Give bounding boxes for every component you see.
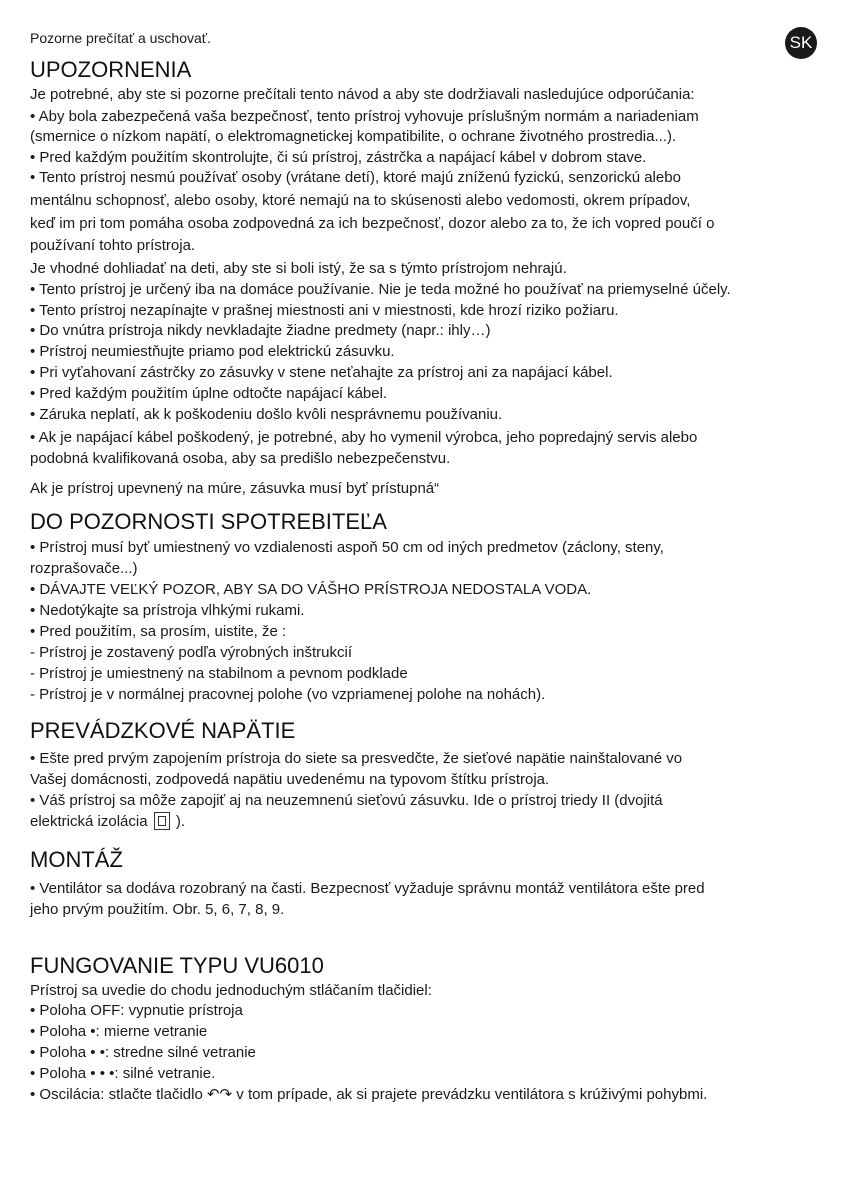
language-badge: SK xyxy=(785,27,817,59)
text-line: • Poloha • •: stredne silné vetranie xyxy=(30,1044,256,1061)
section-heading: UPOZORNENIA xyxy=(30,57,192,82)
text-line: jeho prvým použitím. Obr. 5, 6, 7, 8, 9. xyxy=(30,901,285,918)
text-line: - Prístroj je umiestnený na stabilnom a pevnom podklade xyxy=(30,665,408,682)
text-line: Ak je prístroj upevnený na múre, zásuvka musí byť prístupná“ xyxy=(30,480,440,497)
text-line: • Váš prístroj sa môže zapojiť aj na neuzemnenú sieťovú zásuvku. Ide o prístroj triedy II (dvojitá xyxy=(30,792,663,809)
text-line: • Pri vyťahovaní zástrčky zo zásuvky v stene neťahajte za prístroj ani za napájací kábel. xyxy=(30,364,613,381)
section-heading: PREVÁDZKOVÉ NAPÄTIE xyxy=(30,718,296,743)
text-line: • Aby bola zabezpečená vaša bezpečnosť, tento prístroj vyhovuje príslušným normám a nariadeniam xyxy=(30,108,699,125)
text-line: Je vhodné dohliadať na deti, aby ste si boli istý, že sa s týmto prístrojom nehrajú. xyxy=(30,260,567,277)
text-line: • Pred použitím, sa prosím, uistite, že : xyxy=(30,623,287,640)
text-line: podobná kvalifikovaná osoba, aby sa predišlo nebezpečenstvu. xyxy=(30,450,451,467)
text-line: • DÁVAJTE VEĽKÝ POZOR, ABY SA DO VÁŠHO PRÍSTROJA NEDOSTALA VODA. xyxy=(30,581,592,598)
section-heading: DO POZORNOSTI SPOTREBITEĽA xyxy=(30,509,387,534)
text-line: Je potrebné, aby ste si pozorne prečítali tento návod a aby ste dodržiavali nasledujúce odporúčania: xyxy=(30,86,695,103)
text-line: • Pred každým použitím skontrolujte, či sú prístroj, zástrčka a napájací kábel v dobrom stave. xyxy=(30,149,647,166)
section-heading: FUNGOVANIE TYPU VU6010 xyxy=(30,953,324,978)
text-line: - Prístroj je v normálnej pracovnej polohe (vo vzpriamenej polohe na nohách). xyxy=(30,686,546,703)
text-line: • Poloha • • •: silné vetranie. xyxy=(30,1065,216,1082)
text-line: • Ešte pred prvým zapojením prístroja do siete sa presvedčte, že sieťové napätie nainštalované vo xyxy=(30,750,683,767)
text-line: • Prístroj musí byť umiestnený vo vzdialenosti aspoň 50 cm od iných predmetov (záclony, steny, xyxy=(30,539,664,556)
text-line: Prístroj sa uvedie do chodu jednoduchým stláčaním tlačidiel: xyxy=(30,982,432,999)
text-line: • Do vnútra prístroja nikdy nevkladajte žiadne predmety (napr.: ihly…) xyxy=(30,322,491,339)
text-line: keď im pri tom pomáha osoba zodpovedná za ich bezpečnosť, dozor alebo za to, že ich vopred poučí o xyxy=(30,215,715,232)
text-line: • Tento prístroj nesmú používať osoby (vrátane detí), ktoré majú zníženú fyzickú, senzorickú alebo xyxy=(30,169,681,186)
class-ii-line xyxy=(30,812,185,832)
text-line: • Pred každým použitím úplne odtočte napájací kábel. xyxy=(30,385,388,402)
text-line: (smernice o nízkom napätí, o elektromagnetickej kompatibilite, o ochrane životného prostredia...). xyxy=(30,128,677,145)
text-line: Vašej domácnosti, zodpovedá napätiu uvedenému na typovom štítku prístroja. xyxy=(30,771,550,788)
intro-note: Pozorne prečítať a uschovať. xyxy=(30,30,211,46)
text-line: mentálnu schopnosť, alebo osoby, ktoré nemajú na to skúsenosti alebo vedomosti, okrem prípadov, xyxy=(30,192,691,209)
section-heading: MONTÁŽ xyxy=(30,847,123,872)
text-line: • Poloha OFF: vypnutie prístroja xyxy=(30,1002,243,1019)
text-fragment: ). xyxy=(175,813,186,830)
text-line: rozprašovače...) xyxy=(30,560,138,577)
text-line: • Tento prístroj je určený iba na domáce používanie. Nie je teda možné ho používať na priemyselné účely. xyxy=(30,281,731,298)
text-line: • Ak je napájací kábel poškodený, je potrebné, aby ho vymenil výrobca, jeho popredajný servis alebo xyxy=(30,429,698,446)
text-line: používaní tohto prístroja. xyxy=(30,237,196,254)
text-line: • Nedotýkajte sa prístroja vlhkými rukami. xyxy=(30,602,305,619)
class-ii-insulation-icon xyxy=(154,812,170,830)
text-line: • Záruka neplatí, ak k poškodeniu došlo kvôli nesprávnemu používaniu. xyxy=(30,406,503,423)
text-line: - Prístroj je zostavený podľa výrobných inštrukcií xyxy=(30,644,353,661)
text-line: • Prístroj neumiestňujte priamo pod elektrickú zásuvku. xyxy=(30,343,395,360)
text-fragment: elektrická izolácia xyxy=(30,813,148,830)
text-line: • Ventilátor sa dodáva rozobraný na časti. Bezpecnosť vyžaduje správnu montáž ventilátora ešte pred xyxy=(30,880,705,897)
text-line: • Poloha •: mierne vetranie xyxy=(30,1023,208,1040)
text-line: • Tento prístroj nezapínajte v prašnej miestnosti ani v miestnosti, kde hrozí riziko požiaru. xyxy=(30,302,619,319)
text-line: • Oscilácia: stlačte tlačidlo ↶↷ v tom prípade, ak si prajete prevádzku ventilátora s krúživými pohybmi. xyxy=(30,1086,708,1103)
